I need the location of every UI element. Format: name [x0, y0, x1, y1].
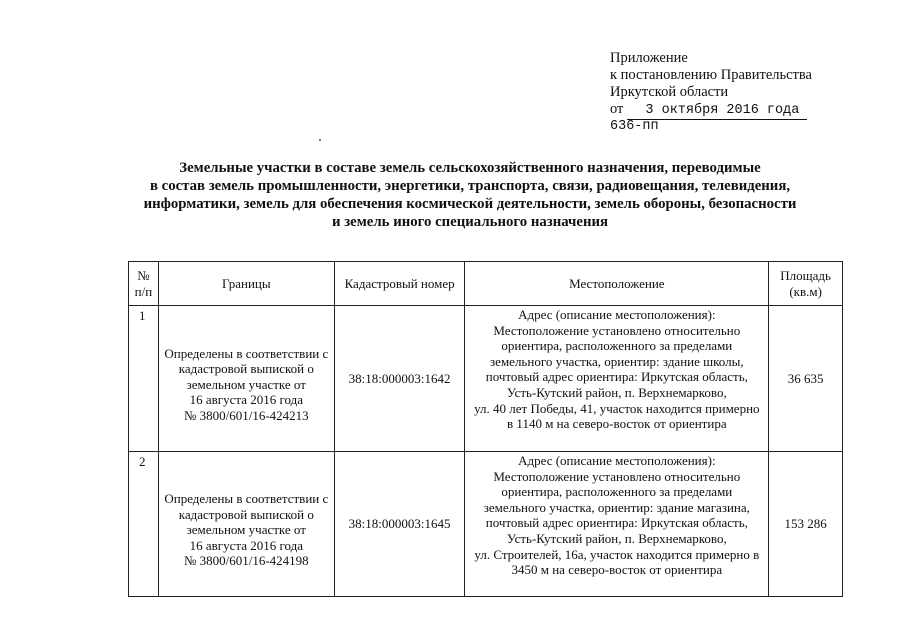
- document-title: [100, 159, 840, 231]
- row-borders-line: кадастровой выпиской о: [178, 361, 314, 377]
- row-borders-line: 16 августа 2016 года: [189, 392, 303, 408]
- row-borders: [158, 452, 334, 597]
- row-location-line: Усть-Кутский район, п. Верхнемарково,: [506, 530, 727, 546]
- header-area-line-2: (кв.м): [789, 283, 822, 299]
- row-borders-line: Определены в соответствии с: [164, 491, 329, 507]
- row-borders-line: земельном участке от: [186, 522, 306, 538]
- row-location-line: Адрес (описание местоположения):: [518, 453, 716, 468]
- land-plots-table: [128, 261, 843, 597]
- appendix-date-prefix: от: [610, 101, 624, 117]
- row-location-line: земельного участка, ориентир: здание школы,: [490, 353, 744, 369]
- header-borders: Границы: [158, 262, 334, 306]
- row-borders-line: земельном участке от: [186, 376, 306, 392]
- row-area: 36 635: [769, 306, 843, 452]
- row-location: [465, 306, 769, 452]
- title-line-3: информатики, земель для обеспечения космической деятельности, земель обороны, безопасности: [143, 196, 797, 212]
- row-location-line: ул. 40 лет Победы, 41, участок находится примерно: [474, 400, 760, 416]
- appendix-title: Приложение: [610, 50, 688, 66]
- table-row: [129, 306, 843, 452]
- row-cadastral-number: 38:18:000003:1645: [334, 452, 465, 597]
- row-borders-line: Определены в соответствии с: [164, 345, 329, 361]
- header-cadastral: Кадастровый номер: [334, 262, 465, 306]
- row-location-line: ул. Строителей, 16а, участок находится примерно в: [474, 546, 760, 562]
- header-num-line-2: п/п: [134, 283, 153, 299]
- row-location-line: 3450 м на северо-восток от ориентира: [511, 562, 723, 578]
- row-borders: [158, 306, 334, 452]
- row-location-line: Усть-Кутский район, п. Верхнемарково,: [506, 384, 727, 400]
- row-borders-line: № 3800/601/16-424213: [183, 407, 309, 423]
- appendix-resolution: к постановлению Правительства: [610, 67, 812, 83]
- table-row: [129, 452, 843, 597]
- table-header-row: [129, 262, 843, 306]
- row-number: 1: [129, 306, 159, 452]
- header-location: Местоположение: [465, 262, 769, 306]
- row-borders-line: № 3800/601/16-424198: [183, 553, 309, 569]
- row-borders-line: 16 августа 2016 года: [189, 537, 303, 553]
- header-num-line-1: №: [137, 267, 150, 283]
- row-location-line: почтовый адрес ориентира: Иркутская область,: [485, 369, 748, 385]
- row-location: [465, 452, 769, 597]
- row-location-line: земельного участка, ориентир: здание магазина,: [483, 499, 750, 515]
- row-borders-line: кадастровой выпиской о: [178, 506, 314, 522]
- header-num: [129, 262, 159, 306]
- title-line-4: и земель иного специального назначения: [331, 214, 609, 230]
- row-location-line: почтовый адрес ориентира: Иркутская область,: [485, 515, 748, 531]
- appendix-date-value: 3 октября 2016 года: [627, 102, 807, 120]
- row-area: 153 286: [769, 452, 843, 597]
- row-location-line: ориентира, расположенного за пределами: [501, 484, 733, 500]
- row-location-line: Местоположение установлено относительно: [493, 322, 741, 338]
- header-area-line-1: Площадь: [780, 267, 831, 283]
- row-location-line: Адрес (описание местоположения):: [518, 307, 716, 322]
- row-location-line: ориентира, расположенного за пределами: [501, 338, 733, 354]
- title-line-1: Земельные участки в составе земель сельскохозяйственного назначения, переводимые: [179, 160, 761, 176]
- row-location-line: в 1140 м на северо-восток от ориентира: [507, 416, 727, 432]
- header-area: [769, 262, 843, 306]
- row-location-line: Местоположение установлено относительно: [493, 468, 741, 484]
- appendix-region: Иркутской области: [610, 84, 729, 100]
- title-line-2: в состав земель промышленности, энергетики, транспорта, связи, радиовещания, телевидения,: [149, 178, 791, 194]
- appendix-block: [610, 50, 870, 135]
- row-cadastral-number: 38:18:000003:1642: [334, 306, 465, 452]
- row-number: 2: [129, 452, 159, 597]
- scan-speck: [319, 139, 321, 141]
- appendix-number: 636-пп: [610, 119, 659, 134]
